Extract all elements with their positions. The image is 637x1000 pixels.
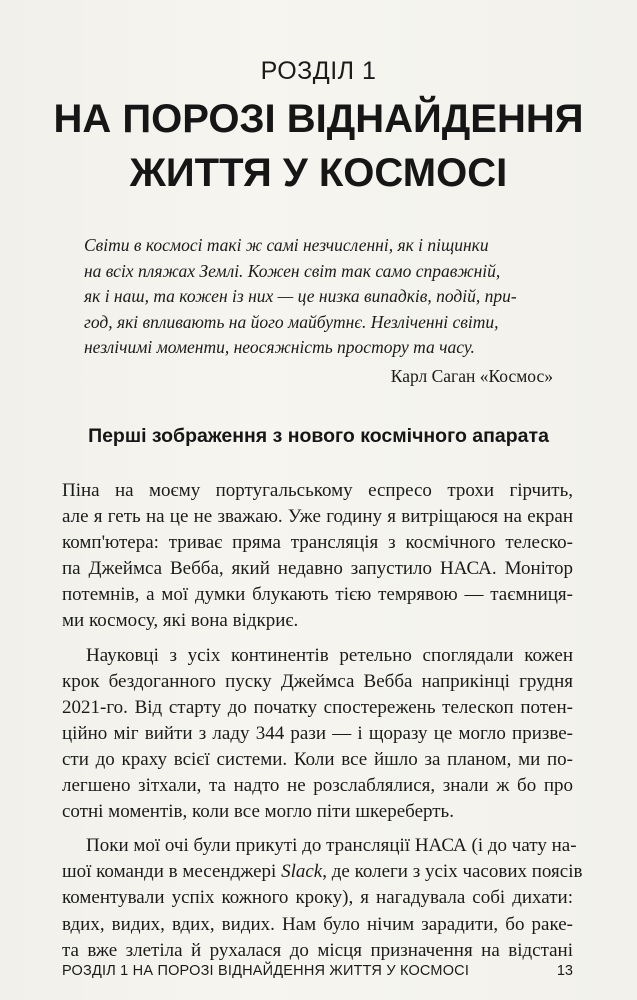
epigraph-line: год, які впливають на його майбутнє. Незліченні світи,	[84, 311, 499, 332]
running-head: РОЗДІЛ 1 НА ПОРОЗІ ВІДНАЙДЕННЯ ЖИТТЯ У КОСМОСІ	[62, 963, 470, 979]
text-line: сти до краху всієї системи. Коли все йшло за планом, ми по-	[62, 748, 573, 770]
text-line: крок бездоганного пуску Джеймса Вебба наприкінці грудня	[62, 670, 573, 692]
text-line: комп'ютера: триває пряма трансляція з космічного телеско-	[62, 532, 573, 554]
italic-app-name: Slack	[281, 861, 323, 883]
text-span: шої команди в месенджері	[62, 861, 282, 883]
text-line: ційно міг вийти з ладу 344 рази — і щоразу це могло призве-	[62, 722, 573, 744]
chapter-label: РОЗДІЛ 1	[260, 57, 377, 85]
text-line: Піна на моєму португальському еспресо трохи гірчить,	[62, 480, 573, 501]
text-span: , де колеги з усіх часових поясів	[322, 861, 583, 883]
text-line: вдих, видих, вдих, видих. Нам було нічим зарадити, бо раке-	[62, 913, 573, 935]
paragraph	[62, 833, 583, 963]
text-line: па Джеймса Вебба, який недавно запустило НАСА. Монітор	[62, 558, 573, 580]
text-line: але я геть на це не зважаю. Уже годину я витріщаюся на екран	[62, 506, 573, 528]
paragraph	[62, 478, 573, 635]
text-line: коментували успіх кожного кроку), я нагадувала собі дихати:	[62, 887, 573, 909]
text-line: та вже злетіла й рухалася до місця призначення на відстані	[62, 939, 573, 961]
text-line: сотні моментів, коли все могло піти шкереберть.	[62, 801, 454, 823]
text-line: легшено зітхали, та надто не розслаблялися, знали ж бо про	[62, 775, 573, 797]
chapter-title	[0, 92, 637, 200]
body-text	[62, 478, 583, 972]
paragraph	[62, 643, 573, 826]
chapter-title-line: ЖИТТЯ У КОСМОСІ	[129, 151, 508, 195]
page-number: 13	[556, 963, 573, 979]
text-line	[62, 859, 583, 885]
text-line: ми космосу, які вона відкриє.	[62, 610, 299, 632]
text-line: Науковці з усіх континентів ретельно споглядали кожен	[86, 644, 573, 666]
text-line: Поки мої очі були прикуті до трансляції НАСА (і до чату на-	[86, 835, 577, 857]
text-line: 2021-го. Від старту до початку спостережень телескоп потен-	[62, 696, 573, 718]
chapter-title-line: НА ПОРОЗІ ВІДНАЙДЕННЯ	[53, 97, 584, 141]
epigraph-line: Світи в космосі такі ж самі незчисленні, як і піщинки	[84, 235, 489, 255]
epigraph-line: як і наш, та кожен із них — це низка випадків, подій, при-	[84, 286, 517, 306]
epigraph-line: на всіх пляжах Землі. Кожен світ так само справжній,	[84, 260, 501, 281]
section-heading: Перші зображення з нового космічного апарата	[88, 425, 549, 447]
text-line: потемнів, а мої думки блукають тією темрявою — таємниця-	[62, 584, 573, 606]
epigraph	[84, 233, 517, 361]
epigraph-line: незлічимі моменти, неосяжність простору та часу.	[84, 337, 475, 357]
epigraph-attribution: Карл Саган «Космос»	[390, 366, 553, 386]
